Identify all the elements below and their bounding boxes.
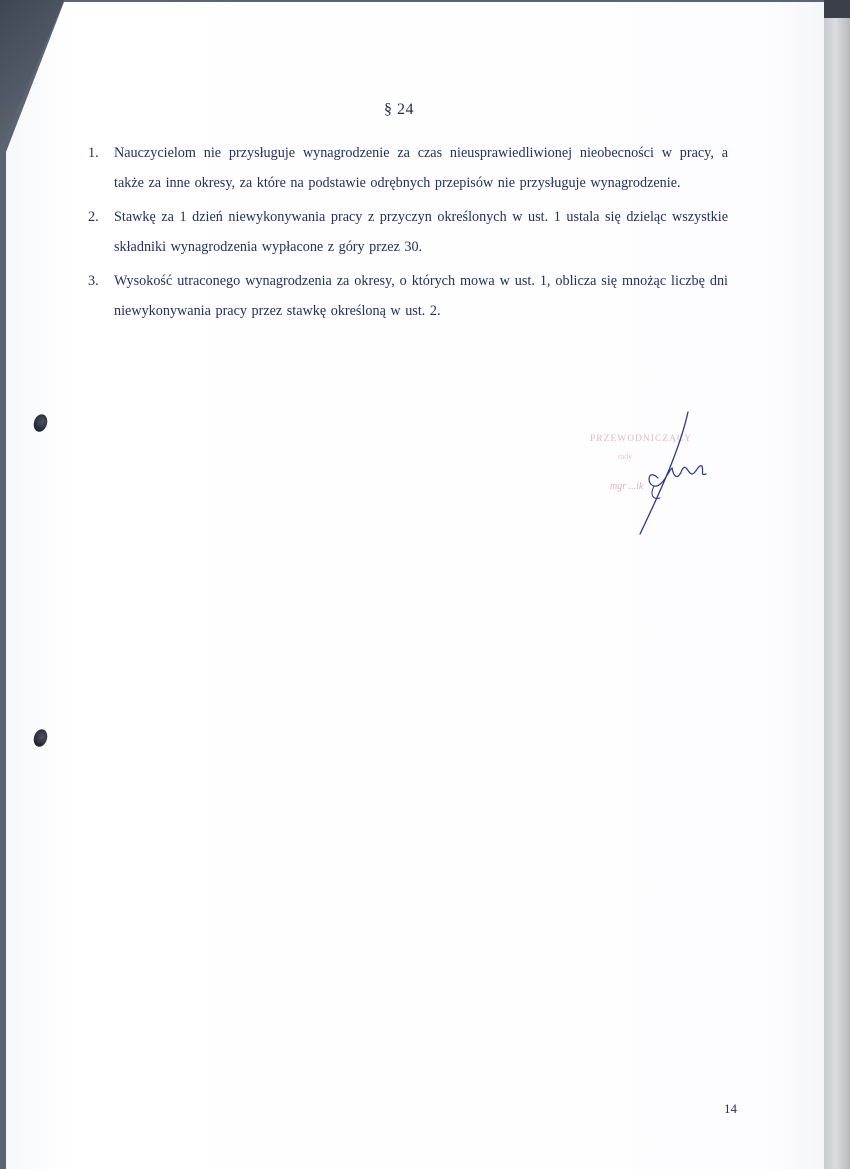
stamp-top-line: PRZEWODNICZĄCY [590, 434, 693, 444]
item-number: 2. [88, 209, 99, 225]
section-heading: § 24 [384, 101, 414, 118]
stamp-and-signature [588, 408, 748, 538]
page-number: 14 [724, 1101, 737, 1116]
stamp-middle-line: rady [618, 452, 633, 461]
stamp-bottom-line: mgr ...ik [610, 481, 644, 492]
item-text: Nauczycielom nie przysługuje wynagrodzenie za czas nieusprawiedliwionej nieobecności w pracy, a także za inne okresy, za które na podstawie odrębnych przepisów nie przysługuje wynagrodzenie. [114, 145, 728, 191]
item-number: 1. [88, 145, 99, 161]
handwritten-signature [588, 408, 748, 538]
list-item [88, 202, 728, 262]
list-item [88, 266, 728, 326]
list-item [88, 138, 728, 198]
scanner-edge-top [824, 0, 850, 18]
scanner-edge [824, 0, 850, 1169]
item-text: Wysokość utraconego wynagrodzenia za okresy, o których mowa w ust. 1, oblicza się mnożąc liczbę dni niewykonywania pracy przez stawkę określoną w ust. 2. [114, 273, 728, 319]
item-number: 3. [88, 273, 99, 289]
paragraph-list [88, 138, 728, 330]
item-text: Stawkę za 1 dzień niewykonywania pracy z przyczyn określonych w ust. 1 ustala się dzieląc wszystkie składniki wynagrodzenia wypłacone z góry przez 30. [114, 209, 728, 255]
